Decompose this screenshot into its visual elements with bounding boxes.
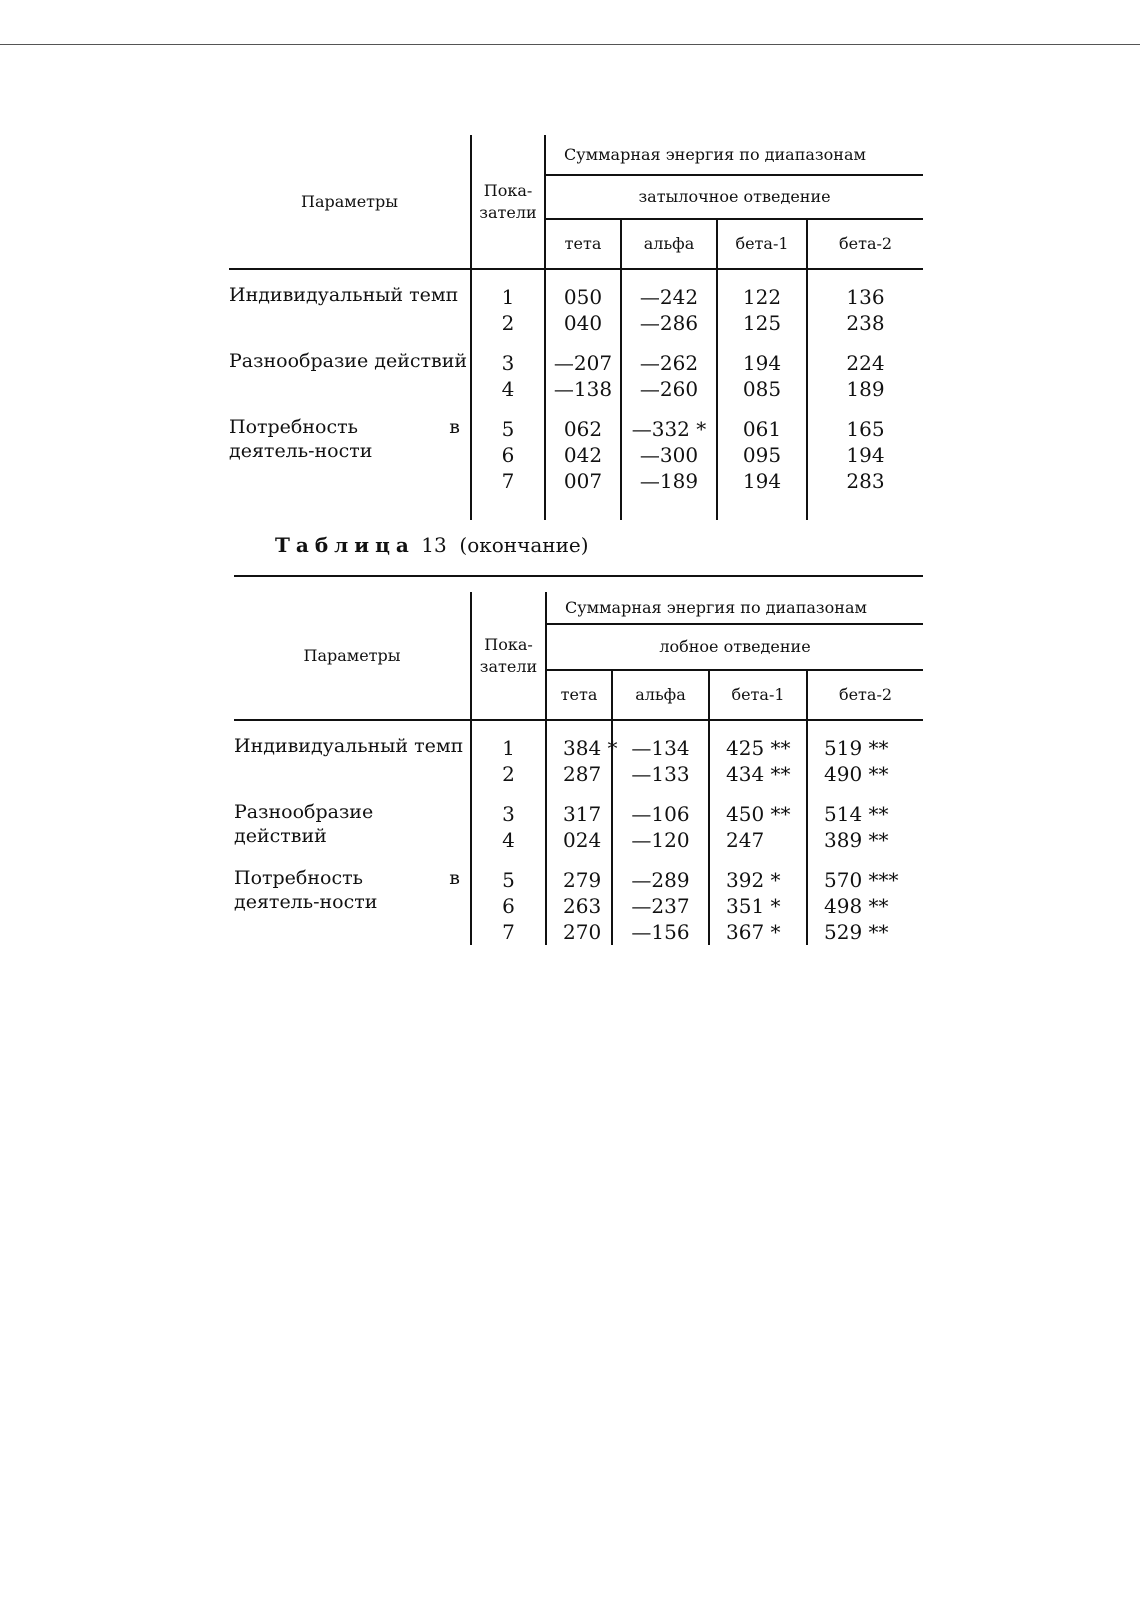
value-alpha: —289 (612, 867, 709, 893)
table-row (229, 350, 923, 376)
band-header-beta2: бета-2 (807, 670, 923, 720)
indicator-index: 3 (471, 350, 545, 376)
param-label: Потребность в деятель-ности (234, 867, 460, 913)
table-row (234, 867, 923, 893)
param-label: Индивидуальный темп (234, 735, 464, 757)
value-beta1: 425 ** (709, 735, 807, 761)
value-beta2: 529 ** (807, 919, 923, 945)
indicator-index: 6 (471, 442, 545, 468)
lead-header: затылочное отведение (545, 175, 923, 219)
indicator-index: 7 (471, 468, 545, 494)
param-label: Разнообразие действий (229, 350, 468, 372)
value-beta1: 450 ** (709, 801, 807, 827)
value-alpha: —260 (621, 376, 717, 402)
value-beta2: 165 (807, 416, 923, 442)
value-beta1: 194 (717, 350, 807, 376)
band-header-theta: тета (546, 670, 612, 720)
band-header-theta: тета (545, 219, 621, 269)
value-beta1: 095 (717, 442, 807, 468)
value-beta2: 194 (807, 442, 923, 468)
value-theta: 279 (546, 867, 612, 893)
table-caption (275, 533, 589, 557)
value-alpha: —262 (621, 350, 717, 376)
value-alpha: —106 (612, 801, 709, 827)
value-beta2: 224 (807, 350, 923, 376)
correlation-table-occipital (229, 135, 923, 520)
indicator-index: 4 (471, 376, 545, 402)
param-label: Индивидуальный темп (229, 284, 459, 306)
params-header: Параметры (229, 135, 471, 269)
value-alpha: —120 (612, 827, 709, 853)
value-beta2: 490 ** (807, 761, 923, 787)
indicator-index: 2 (471, 761, 546, 787)
value-beta2: 389 ** (807, 827, 923, 853)
value-beta2: 514 ** (807, 801, 923, 827)
value-beta1: 434 ** (709, 761, 807, 787)
value-theta: 384 * (546, 735, 612, 761)
lead-header: лобное отведение (546, 624, 923, 670)
value-alpha: —237 (612, 893, 709, 919)
value-theta: 263 (546, 893, 612, 919)
indicator-index: 1 (471, 735, 546, 761)
indicator-index: 2 (471, 310, 545, 336)
value-beta2: 519 ** (807, 735, 923, 761)
value-theta: 024 (546, 827, 612, 853)
band-header-beta2: бета-2 (807, 219, 923, 269)
indicator-index: 5 (471, 867, 546, 893)
energy-header: Суммарная энергия по диапазонам (545, 135, 923, 175)
indicator-index: 7 (471, 919, 546, 945)
band-header-alpha: альфа (612, 670, 709, 720)
value-theta: 062 (545, 416, 621, 442)
indicator-index: 6 (471, 893, 546, 919)
value-theta: 007 (545, 468, 621, 494)
page-top-rule (0, 44, 1140, 45)
value-theta: 050 (545, 284, 621, 310)
value-theta: 042 (545, 442, 621, 468)
value-beta2: 498 ** (807, 893, 923, 919)
value-theta: 317 (546, 801, 612, 827)
value-alpha: —286 (621, 310, 717, 336)
indicator-index: 5 (471, 416, 545, 442)
caption-number: 13 (421, 533, 447, 557)
value-beta1: 351 * (709, 893, 807, 919)
value-theta: 270 (546, 919, 612, 945)
value-alpha: —134 (612, 735, 709, 761)
value-beta2: 136 (807, 284, 923, 310)
table-row (234, 735, 923, 761)
value-beta1: 061 (717, 416, 807, 442)
value-theta: 040 (545, 310, 621, 336)
value-beta2: 189 (807, 376, 923, 402)
value-beta1: 367 * (709, 919, 807, 945)
indicators-header: Пока- затели (471, 592, 546, 720)
value-alpha: —133 (612, 761, 709, 787)
table-row (229, 284, 923, 310)
value-beta1: 085 (717, 376, 807, 402)
value-theta: 287 (546, 761, 612, 787)
value-alpha: —242 (621, 284, 717, 310)
value-theta: —207 (545, 350, 621, 376)
value-alpha: —332 * (621, 416, 717, 442)
params-header: Параметры (234, 592, 471, 720)
band-header-beta1: бета-1 (717, 219, 807, 269)
param-label: Потребность в деятель-ности (229, 416, 460, 462)
energy-header: Суммарная энергия по диапазонам (546, 592, 923, 624)
indicator-index: 4 (471, 827, 546, 853)
value-alpha: —300 (621, 442, 717, 468)
correlation-table-frontal (234, 575, 923, 945)
caption-note: (окончание) (459, 533, 589, 557)
value-alpha: —156 (612, 919, 709, 945)
table-row (229, 416, 923, 442)
value-alpha: —189 (621, 468, 717, 494)
value-beta1: 247 (709, 827, 807, 853)
caption-word: Таблица (275, 533, 415, 557)
band-header-beta1: бета-1 (709, 670, 807, 720)
value-beta2: 570 *** (807, 867, 923, 893)
value-beta1: 194 (717, 468, 807, 494)
band-header-alpha: альфа (621, 219, 717, 269)
value-theta: —138 (545, 376, 621, 402)
table-row (234, 801, 923, 827)
value-beta2: 283 (807, 468, 923, 494)
value-beta1: 122 (717, 284, 807, 310)
value-beta1: 392 * (709, 867, 807, 893)
indicators-header: Пока- затели (471, 135, 545, 269)
indicator-index: 3 (471, 801, 546, 827)
param-label: Разнообразие действий (234, 801, 374, 847)
value-beta1: 125 (717, 310, 807, 336)
value-beta2: 238 (807, 310, 923, 336)
indicator-index: 1 (471, 284, 545, 310)
